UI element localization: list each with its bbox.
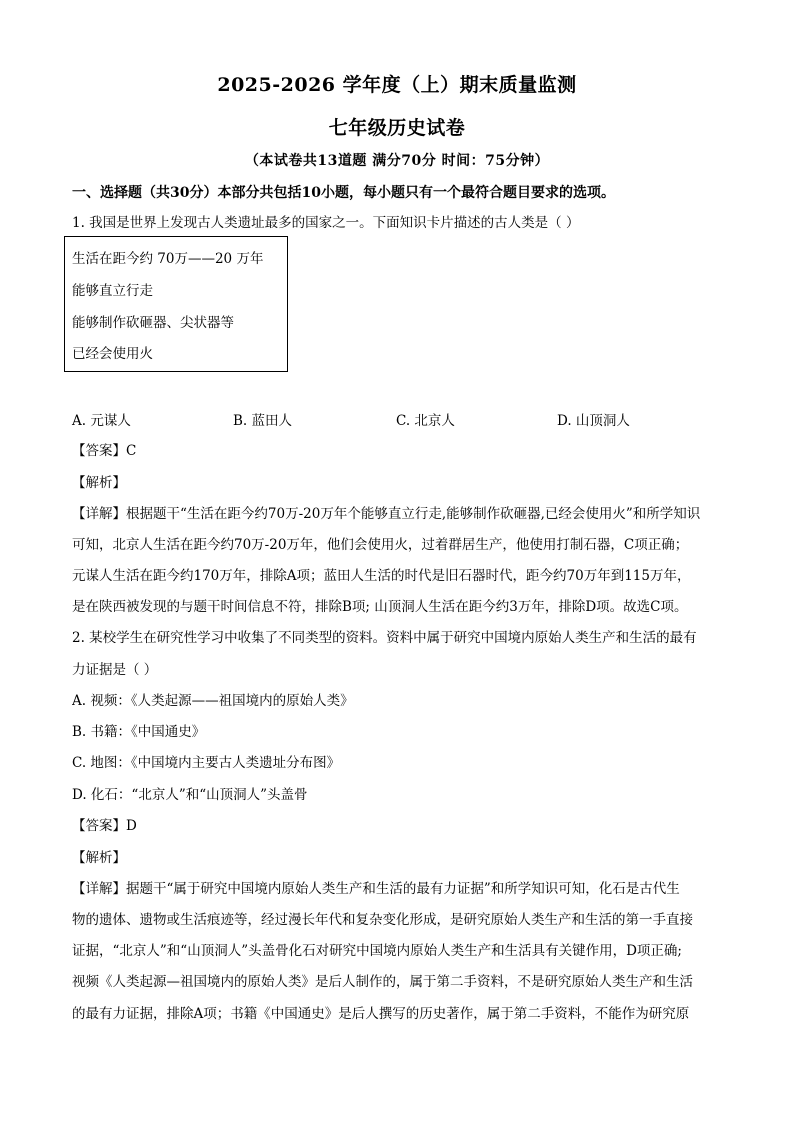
q1-answer: 【答案】C [72,443,137,459]
q2-option-c: C. 地图：《中国境内主要古人类遗址分布图》 [72,755,341,771]
q1-detail-line: 是在陕西被发现的与题干时间信息不符，排除B项; 山顶洞人生活在距今约3万年，排除D项。故选C项。 [72,599,688,615]
q2-detail-line: 【详解】据题干“属于研究中国境内原始人类生产和生活的最有力证据”和所学知识可知，化石是古代生 [72,881,680,897]
q2-detail-line: 物的遗体、遗物或生活痕迹等，经过漫长年代和复杂变化形成，是研究原始人类生产和生活的第一手直接 [72,912,693,928]
exam-title: 2025-2026 学年度（上）期末质量监测 [217,74,577,96]
exam-subtitle: 七年级历史试卷 [328,117,466,139]
card-line: 生活在距今约 70万——20 万年 [72,251,264,267]
q1-detail-line: 元谋人生活在距今约170万年，排除A项；蓝田人生活的时代是旧石器时代，距今约70万年到115万年， [72,568,691,584]
card-line: 已经会使用火 [72,346,153,362]
q1-option-a: A. 元谋人 [72,413,131,429]
question-1-stem: 1. 我国是世界上发现古人类遗址最多的国家之一。下面知识卡片描述的古人类是（ ） [72,215,580,231]
q1-detail-line: 可知，北京人生活在距今约70万-20万年，他们会使用火，过着群居生产，他使用打制石器，C项正确； [72,537,689,553]
card-line: 能够制作砍砸器、尖状器等 [72,315,234,331]
card-line: 能够直立行走 [72,283,153,299]
q2-option-b: B. 书籍：《中国通史》 [72,724,206,740]
q1-analysis-label: 【解析】 [72,475,126,491]
q2-answer: 【答案】D [72,818,137,834]
q2-analysis-label: 【解析】 [72,850,126,866]
q2-detail-line: 的最有力证据，排除A项；书籍《中国通史》是后人撰写的历史著作，属于第二手资料，不能作为研究原 [72,1006,690,1022]
knowledge-card [64,236,288,372]
question-2-stem-cont: 力证据是（ ） [72,662,158,678]
q2-detail-line: 视频《人类起源—祖国境内的原始人类》是后人制作的，属于第二手资料，不是研究原始人类生产和生活 [72,974,693,990]
q2-option-d: D. 化石：“北京人”和“山顶洞人”头盖骨 [72,787,308,803]
q2-detail-line: 证据，“北京人”和“山顶洞人”头盖骨化石对研究中国境内原始人类生产和生活具有关键作用，D项正确; [72,943,682,959]
q1-option-d: D. 山顶洞人 [557,413,630,429]
section-heading: 一、选择题（共30分）本部分共包括10小题，每小题只有一个最符合题目要求的选项。 [72,185,615,201]
q1-option-b: B. 蓝田人 [233,413,293,429]
q1-detail-line: 【详解】根据题干“生活在距今约70万-20万年个能够直立行走,能够制作砍砸器,已经会使用火”和所学知识 [72,506,701,522]
exam-info: （本试卷共13道题 满分70分 时间：75分钟） [244,153,550,169]
q2-option-a: A. 视频：《人类起源——祖国境内的原始人类》 [72,693,354,709]
question-2-stem: 2. 某校学生在研究性学习中收集了不同类型的资料。资料中属于研究中国境内原始人类生产和生活的最有 [72,630,697,646]
q1-option-c: C. 北京人 [396,413,455,429]
